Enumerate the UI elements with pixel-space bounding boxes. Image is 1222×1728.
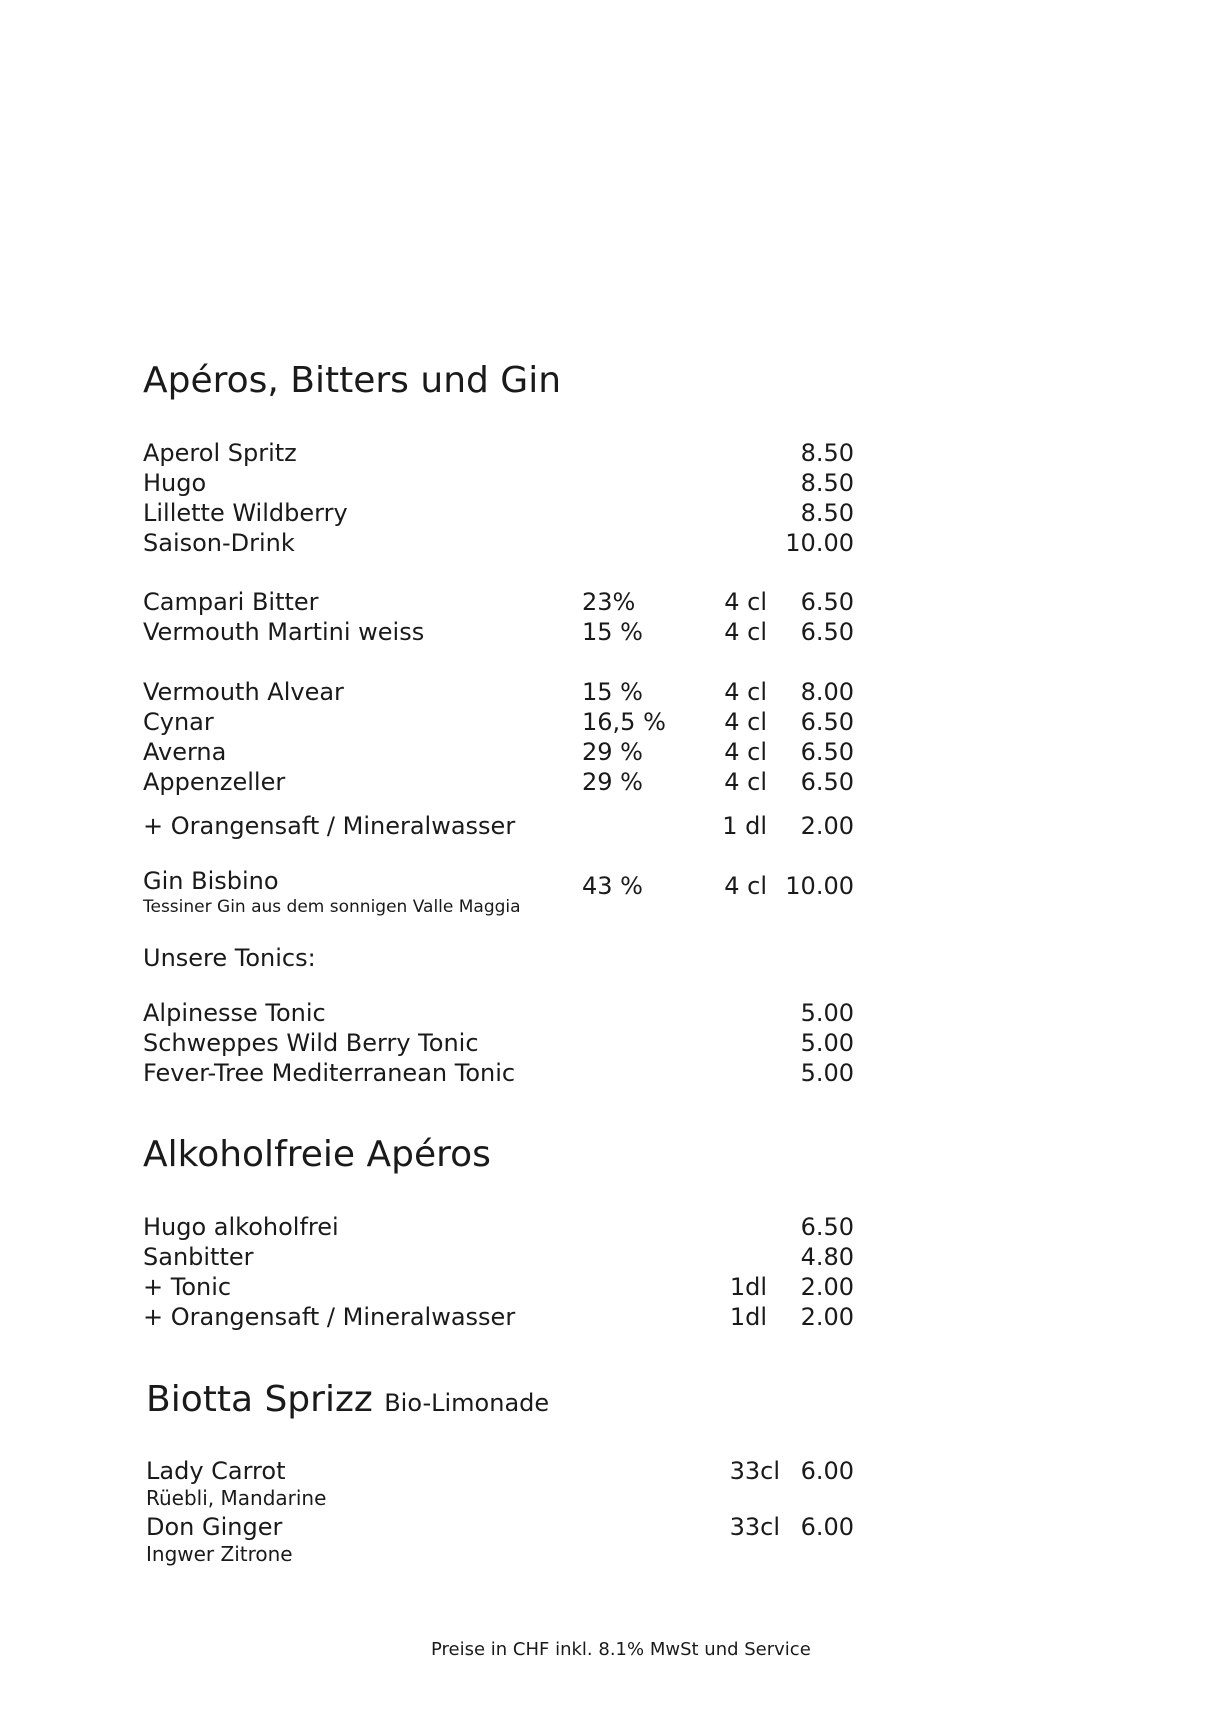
section-subtitle-biotta: Bio-Limonade [384,1389,550,1417]
item-price: 5.00 [800,1029,854,1057]
menu-item [0,1272,1222,1302]
item-abv: 29 % [582,768,643,796]
section-title-biotta [146,1379,550,1420]
item-volume: 33cl [729,1457,780,1485]
item-price: 6.50 [800,618,854,646]
item-note: Rüebli, Mandarine [146,1486,327,1510]
menu-item [0,617,1222,647]
item-name: Don Ginger [146,1513,283,1541]
item-name: Vermouth Alvear [143,678,344,706]
item-volume: 4 cl [724,588,767,616]
tonics-heading: Unsere Tonics: [143,944,316,972]
item-abv: 29 % [582,738,643,766]
item-price: 2.00 [800,812,854,840]
menu-item [0,677,1222,707]
item-price: 8.50 [800,469,854,497]
menu-item [0,737,1222,767]
item-price: 10.00 [785,872,854,900]
item-volume: 33cl [729,1513,780,1541]
item-volume: 1dl [729,1303,767,1331]
item-price: 8.00 [800,678,854,706]
item-name: Aperol Spritz [143,439,297,467]
item-price: 5.00 [800,1059,854,1087]
item-volume: 4 cl [724,738,767,766]
item-price: 6.50 [800,708,854,736]
item-price: 4.80 [800,1243,854,1271]
item-price: 5.00 [800,999,854,1027]
section-title-aperos: Apéros, Bitters und Gin [143,360,562,401]
item-name: Vermouth Martini weiss [143,618,425,646]
menu-item [0,498,1222,528]
item-name: Hugo [143,469,207,497]
item-volume: 1dl [729,1273,767,1301]
item-price: 10.00 [785,529,854,557]
item-name: Fever-Tree Mediterranean Tonic [143,1059,516,1087]
item-volume: 4 cl [724,618,767,646]
menu-item [0,1512,1222,1542]
item-price: 8.50 [800,439,854,467]
section-title-alkoholfrei: Alkoholfreie Apéros [143,1134,491,1175]
item-name: + Tonic [143,1273,232,1301]
item-abv: 16,5 % [582,708,666,736]
item-name: Lady Carrot [146,1457,286,1485]
item-name: + Orangensaft / Mineralwasser [143,1303,516,1331]
menu-item [0,1212,1222,1242]
item-volume: 4 cl [724,708,767,736]
item-name: Lillette Wildberry [143,499,348,527]
item-name: Averna [143,738,227,766]
menu-item [0,1058,1222,1088]
item-name: Sanbitter [143,1243,254,1271]
menu-item [0,468,1222,498]
item-abv: 23% [582,588,636,616]
item-name: Alpinesse Tonic [143,999,326,1027]
item-name: + Orangensaft / Mineralwasser [143,812,516,840]
item-price: 2.00 [800,1273,854,1301]
section-title-biotta-main: Biotta Sprizz [146,1379,373,1420]
item-volume: 4 cl [724,768,767,796]
item-volume: 4 cl [724,872,767,900]
item-name: Saison-Drink [143,529,295,557]
item-name: Cynar [143,708,214,736]
item-price: 8.50 [800,499,854,527]
menu-item [0,587,1222,617]
menu-item [0,1242,1222,1272]
item-volume: 1 dl [722,812,767,840]
menu-item [0,998,1222,1028]
item-price: 6.00 [800,1513,854,1541]
item-name: Gin Bisbino [143,867,279,895]
menu-item [0,811,1222,841]
item-price: 6.50 [800,1213,854,1241]
item-price: 2.00 [800,1303,854,1331]
item-note: Ingwer Zitrone [146,1542,293,1566]
item-price: 6.50 [800,738,854,766]
item-name: Schweppes Wild Berry Tonic [143,1029,479,1057]
menu-item [0,528,1222,558]
menu-item [0,1302,1222,1332]
item-price: 6.50 [800,588,854,616]
menu-item [0,1456,1222,1486]
item-price: 6.50 [800,768,854,796]
item-abv: 15 % [582,618,643,646]
menu-item [0,707,1222,737]
item-volume: 4 cl [724,678,767,706]
item-name: Campari Bitter [143,588,319,616]
menu-item [0,1028,1222,1058]
item-abv: 43 % [582,872,643,900]
menu-item [0,438,1222,468]
item-price: 6.00 [800,1457,854,1485]
menu-item [0,767,1222,797]
footer-text: Preise in CHF inkl. 8.1% MwSt und Service [431,1639,811,1660]
item-name: Appenzeller [143,768,286,796]
item-name: Hugo alkoholfrei [143,1213,339,1241]
item-abv: 15 % [582,678,643,706]
item-note: Tessiner Gin aus dem sonnigen Valle Maggia [143,897,521,917]
